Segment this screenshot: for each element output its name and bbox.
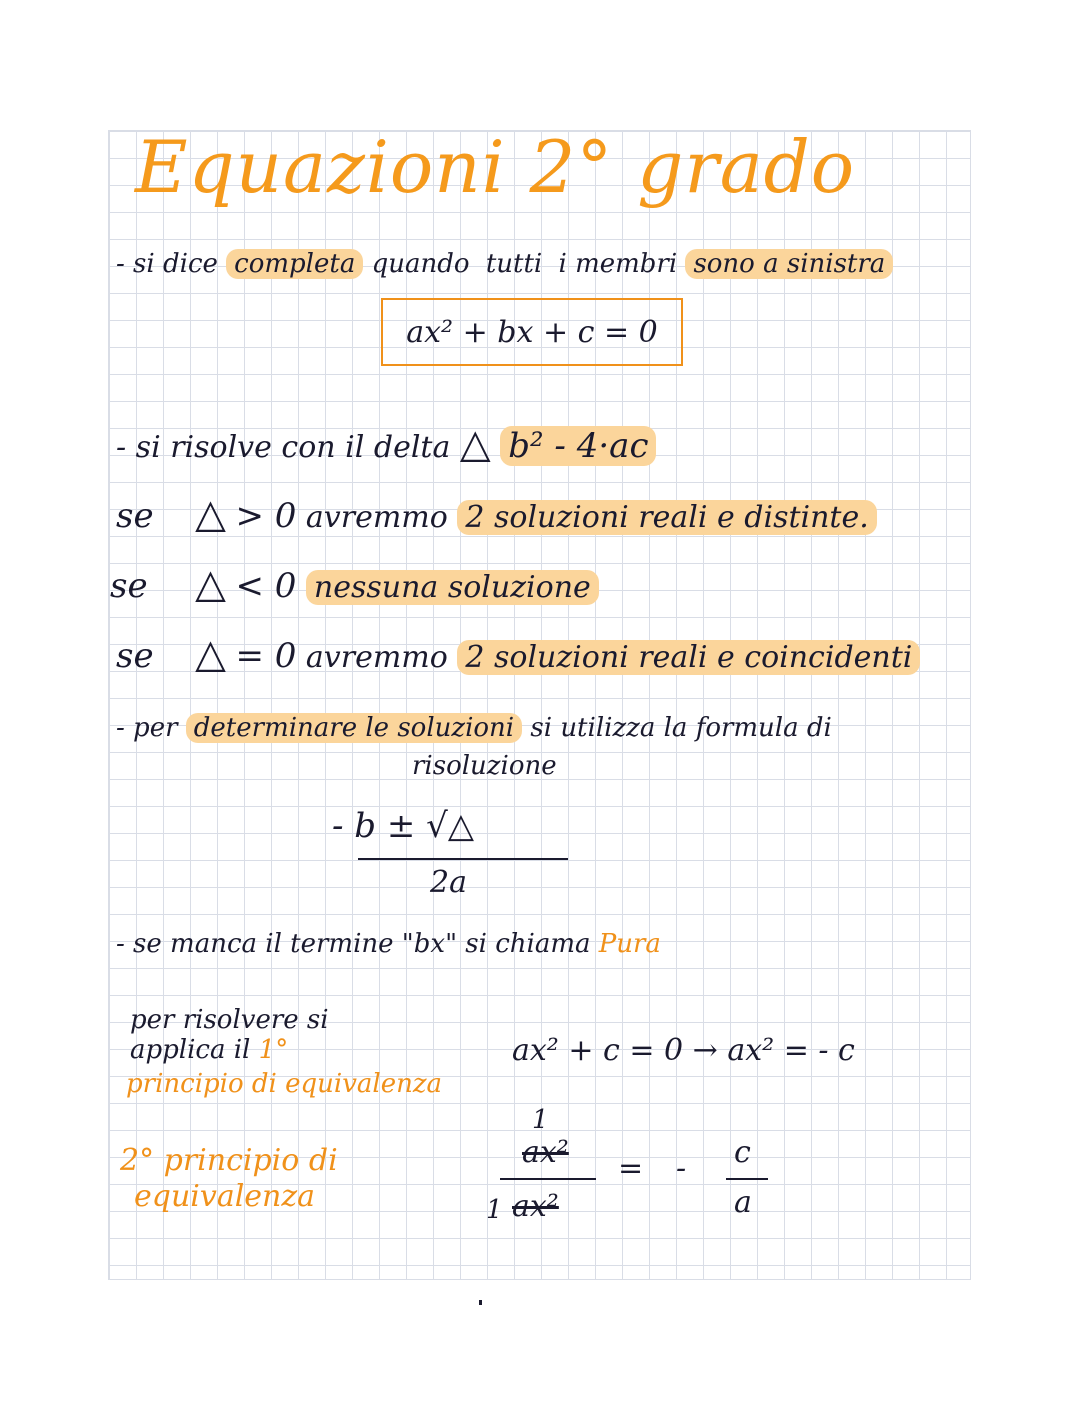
case-positive	[116, 492, 877, 536]
line1-membri: membri	[575, 249, 678, 279]
line1-quando: quando	[371, 249, 470, 279]
note-line	[130, 1036, 288, 1065]
general-equation: ax² + bx + c = 0	[406, 314, 658, 350]
delta-formula: b² - 4·ac	[500, 426, 656, 466]
note-line: per risolvere si	[130, 1005, 329, 1035]
note-applica: applica il	[130, 1035, 251, 1065]
case-pre: avremmo	[305, 640, 448, 675]
line2	[116, 422, 656, 466]
line1	[116, 250, 893, 279]
division-numerator: ax²	[522, 1135, 569, 1170]
case-highlight: nessuna soluzione	[306, 570, 599, 605]
rhs-denominator: a	[734, 1185, 752, 1220]
line2-text: - si risolve con il delta	[116, 430, 451, 465]
case-condition: < 0	[235, 566, 297, 606]
case-se: se	[116, 636, 154, 676]
highlight-determinare: determinare le soluzioni	[186, 713, 522, 743]
line4-text: - se manca il termine "bx" si chiama	[116, 929, 591, 959]
equation-box	[381, 298, 683, 366]
note-first: 1°	[258, 1035, 289, 1065]
case-condition: > 0	[235, 496, 297, 536]
cancel-one-top: 1	[532, 1105, 549, 1135]
delta-triangle-icon: △	[195, 631, 226, 677]
division-minus: -	[676, 1151, 687, 1186]
case-highlight: 2 soluzioni reali e coincidenti	[457, 640, 920, 675]
case-pre: avremmo	[305, 500, 448, 535]
division-denominator: ax²	[512, 1189, 559, 1224]
note-principio-1: principio di equivalenza	[126, 1069, 443, 1099]
line1-i: i	[558, 249, 567, 279]
highlight-completa: completa	[226, 249, 363, 279]
rhs-numerator: c	[734, 1135, 751, 1170]
page-title: Equazioni 2° grado	[135, 125, 856, 209]
fraction-bar	[358, 858, 568, 860]
line1-dash: - si	[116, 249, 155, 279]
line1-dice: dice	[162, 249, 218, 279]
highlight-sono-a-sinistra: sono a sinistra	[685, 249, 893, 279]
pura-label: Pura	[598, 929, 661, 959]
fraction-numerator: - b ± √△	[332, 806, 474, 846]
note-equivalenza: equivalenza	[134, 1179, 316, 1214]
pura-equation: ax² + c = 0 → ax² = - c	[512, 1033, 855, 1068]
case-negative	[110, 562, 599, 606]
case-condition: = 0	[235, 636, 297, 676]
note-principio-2: 2° principio di	[120, 1143, 338, 1178]
stray-dot	[479, 1300, 482, 1305]
line3	[116, 714, 832, 743]
delta-triangle-icon: △	[459, 421, 491, 467]
line3-dash: - per	[116, 713, 178, 743]
division-equals: =	[618, 1151, 644, 1186]
case-highlight: 2 soluzioni reali e distinte.	[457, 500, 876, 535]
line4	[116, 930, 661, 959]
line1-tutti: tutti	[485, 249, 543, 279]
delta-triangle-icon: △	[195, 561, 226, 607]
cancel-one-bottom: 1	[486, 1195, 503, 1225]
case-se: se	[110, 566, 148, 606]
case-se: se	[116, 496, 154, 536]
line3-continuation: risoluzione	[412, 751, 557, 781]
rhs-bar	[726, 1178, 768, 1180]
line3-rest: si utilizza la formula di	[530, 713, 832, 743]
case-zero	[116, 632, 920, 676]
fraction-denominator: 2a	[430, 865, 467, 900]
division-bar	[500, 1178, 596, 1180]
delta-triangle-icon: △	[195, 491, 226, 537]
